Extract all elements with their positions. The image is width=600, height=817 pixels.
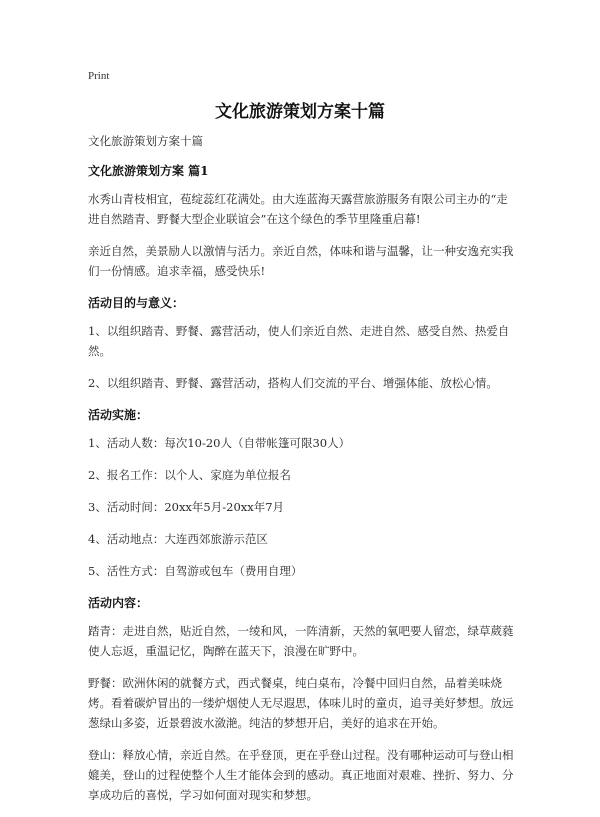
document-body	[88, 131, 514, 817]
implementation-item: 1、活动人数：每次10-20人（自带帐篷可限30人）	[88, 436, 351, 450]
purpose-heading: 活动目的与意义：	[88, 296, 185, 310]
content-item: 野餐：欧洲休闲的就餐方式，西式餐桌，纯白桌布，冷餐中回归自然，品着美味烧烤。看着碳炉冒出的一缕炉烟使人无尽遐思，体味儿时的童贞，追寻美好梦想。放远葱绿山多姿，近景碧波水潋滟。纯洁的梦想开启，美好的追求在开始。	[88, 676, 514, 730]
slogan-paragraph: 亲近自然，美景励人以激情与活力。亲近自然，体味和谐与温馨，让一种安逸充实我们一份情感。追求幸福，感受快乐!	[88, 244, 514, 278]
content-item: 登山：释放心情，亲近自然。在乎登顶，更在乎登山过程。没有哪种运动可与登山相媲美，登山的过程使整个人生才能体会到的感动。真正地面对艰难、挫折、努力、分享成功后的喜悦，学习如何面对现实和梦想。	[88, 748, 514, 802]
content-item: 踏青：走进自然，贴近自然，一绫和风，一阵清新，天然的氧吧要人留恋，绿草葳蕤使人忘返，重温记忆，陶醉在蓝天下，浪漫在旷野中。	[88, 624, 514, 658]
section-heading: 文化旅游策划方案 篇1	[88, 164, 209, 178]
implementation-item: 5、活性方式：自驾游或包车（费用自理）	[88, 564, 303, 578]
page-title: 文化旅游策划方案十篇	[215, 102, 385, 122]
purpose-item: 2、以组织踏青、野餐、露营活动，搭构人们交流的平台、增强体能、放松心情。	[88, 376, 498, 390]
intro-paragraph: 水秀山青枝相宜，苞绽蕊红花满处。由大连蓝海天露营旅游服务有限公司主办的“走进自然踏青、野餐大型企业联谊会”在这个绿色的季节里隆重启幕!	[88, 192, 508, 226]
implementation-item: 2、报名工作：以个人、家庭为单位报名	[88, 468, 291, 482]
implementation-heading: 活动实施：	[88, 408, 149, 422]
implementation-item: 4、活动地点：大连西郊旅游示范区	[88, 532, 268, 546]
print-link[interactable]: Print	[88, 70, 110, 82]
purpose-item: 1、以组织踏青、野餐、露营活动，使人们亲近自然、走进自然、感受自然、热爱自然。	[88, 324, 510, 358]
subtitle: 文化旅游策划方案十篇	[88, 134, 203, 148]
implementation-item: 3、活动时间：20xx年5月-20xx年7月	[88, 500, 285, 514]
content-heading: 活动内容：	[88, 596, 149, 610]
